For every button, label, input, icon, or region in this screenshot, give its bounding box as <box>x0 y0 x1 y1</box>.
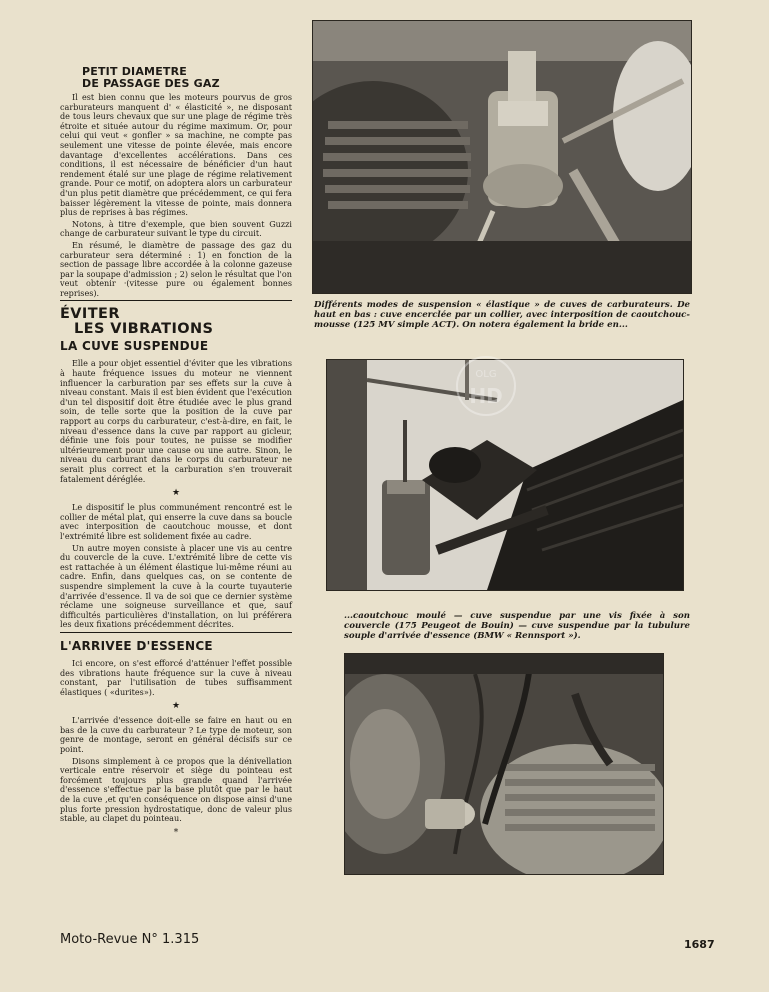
end-mark: * <box>173 827 179 838</box>
paragraph: L'arrivée d'essence doit-elle se faire en haut ou en bas de la cuve du carburateur ? Le type de moteur, son genre de montage, seront en général décisifs sur ce point. <box>60 715 292 755</box>
page-number: 1687 <box>684 938 715 951</box>
photo-carburetor-collar <box>312 20 692 294</box>
paragraph: Le dispositif le plus communément rencontré est le collier de métal plat, qui enserre la cuve dans sa boucle avec interposition de caoutchouc mousse, et dont l'extrémité libre est solidement fixée au cadre. <box>60 502 292 541</box>
text-column <box>60 66 292 843</box>
photo-caption: ...caoutchouc moulé — cuve suspendue par une vis fixée à son couvercle (175 Peugeot de Bouin) — cuve suspendue par la tubulure souple d'arrivée d'essence (BMW « Rennsport »). <box>344 610 690 642</box>
section-title-line2: DE PASSAGE DES GAZ <box>82 77 220 90</box>
paragraph: Elle a pour objet essentiel d'éviter que les vibrations à haute fréquence issues du moteur ne viennent influencer la carburation par ses effets sur la cuve à niveau constant. Mais il est bien évident que l'exécution d'un tel dispositif doit être étudiée avec le plus grand soin, de telle sorte que la position de la cuve par rapport au corps du carburateur, c'est-à-dire, en fait, le niveau d'essence dans la cuve par rapport au gicleur, définie une fois pour toutes, ne puisse se modifier ultérieurement pour une cause ou une autre. Sinon, le niveau du carburant dans le corps du carburateur ne serait plus correct et la carburation s'en trouverait fatalement déréglée. <box>60 358 292 484</box>
section-title-vibrations <box>60 307 292 337</box>
watermark-text-hd: HD <box>469 384 503 408</box>
section-title-diametre <box>82 66 292 90</box>
paragraph: Il est bien connu que les moteurs pourvus de gros carburateurs manquent d' « élasticité », ne disposant de tous leurs chevaux que sur une plage de régime très étroite et située autour du régime maximum. Or, pour celui qui veut « gonfler » sa machine, ne compte pas seulement une vitesse de pointe élevée, mais encore davantage d'excellentes accélérations. Dans ces conditions, il est nécessaire de bénéficier d'un haut rendement étalé sur une plage de régime relativement grande. Pour ce motif, on adoptera alors un carburateur d'un plus petit diamètre que précédemment, ce qui fera baisser légèrement la vitesse de pointe, mais donnera plus de reprises à bas régimes. <box>60 92 292 218</box>
watermark-logo <box>455 355 517 417</box>
photo-carburetor-tubing <box>344 653 664 875</box>
paragraph: Un autre moyen consiste à placer une vis au centre du couvercle de la cuve. L'extrémité libre de cette vis est rattachée à un élément élastique lui-même réuni au cadre. Enfin, dans quelques cas, on se contente de suspendre simplement la cuve à la courte tuyauterie d'arrivée d'essence. Il va de soi que ce dernier système réclame une soigneuse surveillance et que, sauf difficultés particulières d'installation, on lui préférera les deux fixations précédemment décrites. <box>60 542 292 630</box>
paragraph: Disons simplement à ce propos que la dénivellation verticale entre réservoir et siège du pointeau est forcément toujours plus grande quand l'arrivée d'essence s'effectue par la base plutôt que par le haut de la cuve ,et qu'en conséquence on dispose ainsi d'une plus forte pression hydrostatique, donc de valeur plus stable, au clapet du pointeau. <box>60 755 292 824</box>
divider <box>60 300 292 301</box>
watermark-text-top: OLG <box>475 369 497 380</box>
magazine-footer: Moto-Revue N° 1.315 <box>60 932 200 947</box>
paragraph: Ici encore, on s'est efforcé d'atténuer l'effet possible des vibrations haute fréquence sur la cuve à niveau constant, par l'utilisation de tubes suffisamment élastiques ( «durites»). <box>60 657 292 697</box>
section-title-line1: PETIT DIAMETRE <box>82 65 187 78</box>
section-title-line1: ÉVITER <box>60 306 120 323</box>
star-separator: ★ <box>171 488 181 499</box>
divider <box>60 632 292 633</box>
photo-column <box>312 20 692 875</box>
section-title-line2: LES VIBRATIONS <box>74 321 214 338</box>
subtitle-cuve-suspendue: LA CUVE SUSPENDUE <box>60 339 209 354</box>
paragraph: En résumé, le diamètre de passage des gaz du carburateur sera déterminé : 1) en fonction de la section de passage libre accordée à la colonne gazeuse par la soupape d'admission ; 2) selon le résultat que l'on veut obtenir ·(vitesse pure ou également bonnes reprises). <box>60 239 292 298</box>
photo-caption: Différents modes de suspension « élastique » de cuves de carburateurs. De haut en bas : cuve encerclée par un collier, avec interposition de caoutchouc-mousse (125 MV simple ACT). On notera également la bride en... <box>314 300 690 331</box>
star-separator: ★ <box>171 701 181 712</box>
subtitle-arrivee-essence: L'ARRIVEE D'ESSENCE <box>60 638 213 653</box>
paragraph: Notons, à titre d'exemple, que bien souvent Guzzi change de carburateur suivant le type du circuit. <box>60 218 292 239</box>
